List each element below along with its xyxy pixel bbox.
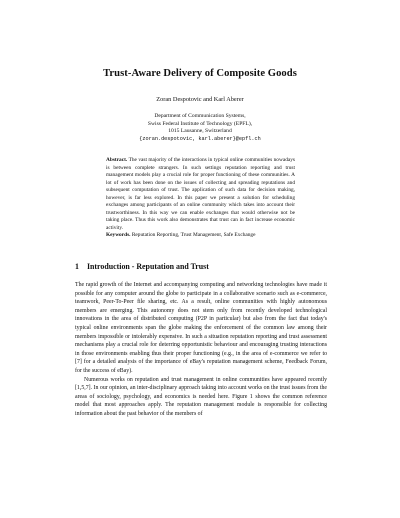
abstract-block	[106, 157, 295, 240]
keywords-label: Keywords.	[106, 232, 131, 239]
keywords-text: Reputation Reporting, Trust Management, Safe Exchange	[131, 232, 256, 239]
affiliation-line: 1015 Lausanne, Switzerland	[168, 128, 232, 135]
author-list: Zoran Despotovic and Karl Aberer	[156, 96, 244, 103]
section-title: Introduction - Reputation and Trust	[86, 262, 209, 271]
section-heading	[75, 262, 209, 271]
paragraph: The rapid growth of the Internet and accompanying computing and networking technologies have made it possible for any computer around the globe to participate in a collaborative scenario such as e-commerce, teamwork, Peer-To-Peer file sharing, etc. As a result, online communities with highly autonomous members are emerging. This autonomy does not stem only from recently developed technological innovations in the area of distributed computing (P2P in particular) but also from the fact that today's typical online environments span the globe making the enforcement of the common law among their members impossible or intolerably expensive. In such a situation reputation reporting and trust assessment mechanisms play a crucial role for deterring opportunistic behaviour and encouraging trusting interactions in those environments enabling thus their proper functioning (e.g., in the area of e-commerce we refer to [7] for a detailed analysis of the importance of eBay's reputation management scheme, Feedback Forum, for the success of eBay).	[75, 282, 327, 374]
affiliation-line: Department of Communication Systems,	[154, 113, 246, 119]
affiliation-line: Swiss Federal Institute of Technology (EPFL),	[147, 120, 253, 127]
author-email: {zoran.despotovic, karl.aberer}@epfl.ch	[139, 136, 261, 143]
paper-title: Trust-Aware Delivery of Composite Goods	[103, 68, 297, 79]
affiliation-block	[0, 113, 400, 144]
section-number: 1	[75, 262, 79, 271]
paragraph: Numerous works on reputation and trust management in online communities have appeared recently [1,5,7]. In our opinion, an inter-disciplinary approach taking into account works on the trust issues from the areas of sociology, psychology, and economics is needed here. Figure 1 shows the common reference model that most approaches apply. The reputation management module is responsible for collecting information about the past behavior of the members of	[75, 376, 327, 417]
abstract-label: Abstract.	[106, 157, 128, 163]
body-text	[75, 281, 327, 419]
abstract-text: The vast majority of the interactions in typical online communities nowadays is between complete strangers. In such settings reputation reporting and trust management models play a crucial role for proper functioning of these communities. A lot of work has been done on the issues of collecting and spreading reputations and subsequent computation of trust. The application of such data for decision making, however, is far less explored. In this paper we present a solution for scheduling exchanges among participants of an online community which takes into account their trustworthiness. In this way we can enable exchanges that would otherwise not be taking place. Thus this work also demonstrates that trust can in fact increase economic activity.	[106, 157, 295, 231]
